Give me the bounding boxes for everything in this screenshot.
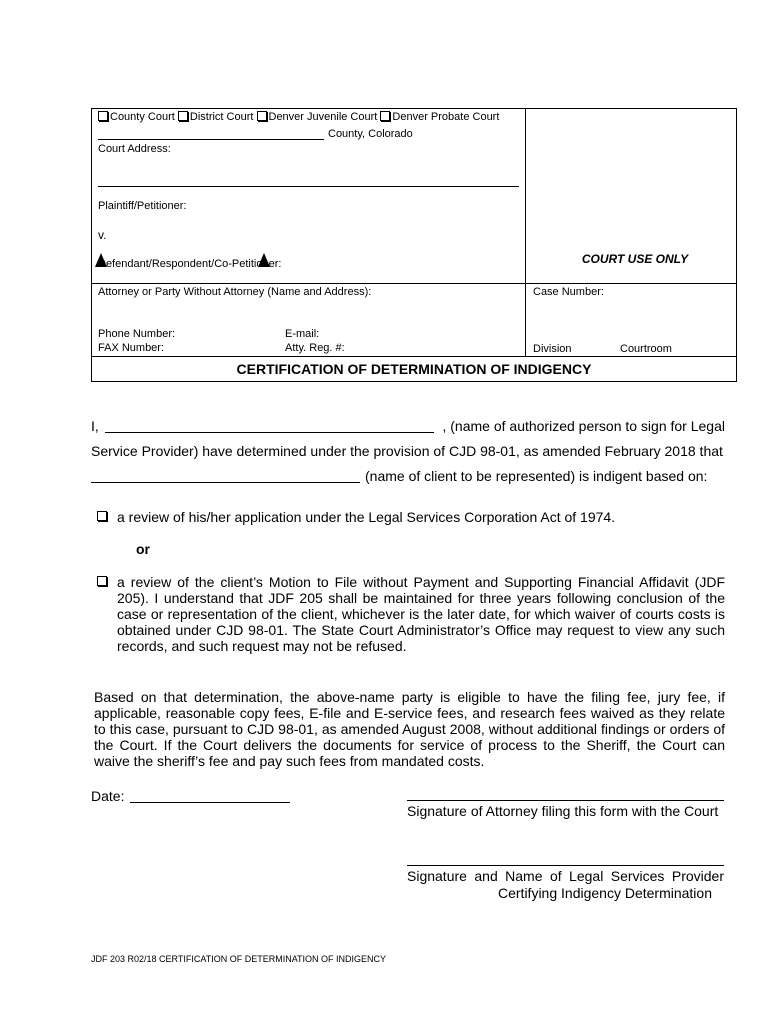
phone-label: Phone Number:	[98, 328, 176, 340]
arrow-up-right-icon	[258, 253, 270, 267]
line3-suffix: (name of client to be represented) is indigent based on:	[365, 468, 708, 484]
attorney-label: Attorney or Party Without Attorney (Name and Address):	[98, 286, 372, 298]
court-address-line[interactable]	[98, 186, 519, 187]
division-label: Division	[533, 343, 572, 355]
option2-text: a review of the client’s Motion to File without Payment and Supporting Financial Affidavit (JDF 205). I understand that JDF 205 shall be maintained for three years following conclusion of the case or representation of the client, whichever is the later date, for which waiver of courts costs is obtained under CJD 98-01. The State Court Administrator’s Office may request to view any such records, and such request may not be refused.	[117, 574, 725, 654]
denver-juvenile-court-checkbox[interactable]	[257, 111, 267, 121]
date-line[interactable]	[130, 802, 290, 803]
line1-suffix: , (name of authorized person to sign for Legal	[442, 418, 725, 434]
case-number-label: Case Number:	[533, 286, 604, 298]
date-label: Date:	[91, 788, 125, 804]
county-court-checkbox[interactable]	[98, 111, 108, 121]
county-name-line[interactable]	[98, 139, 324, 140]
email-label: E-mail:	[285, 328, 320, 340]
plaintiff-label: Plaintiff/Petitioner:	[98, 200, 187, 212]
attorney-signature-line[interactable]	[407, 800, 724, 801]
defendant-label: Defendant/Respondent/Co-Petitioner:	[98, 258, 282, 270]
fax-label: FAX Number:	[98, 342, 165, 354]
provider-signature-caption-1: Signature and Name of Legal Services Provider	[407, 868, 724, 884]
option2-checkbox[interactable]	[97, 576, 107, 586]
arrow-up-left-icon	[95, 253, 107, 267]
court-use-only: COURT USE ONLY	[581, 252, 689, 266]
caption-divider-horizontal-1	[91, 283, 737, 284]
form-title: CERTIFICATION OF DETERMINATION OF INDIGENCY	[236, 361, 592, 377]
option1-text: a review of his/her application under the Legal Services Corporation Act of 1974.	[117, 509, 616, 525]
determination-text: Based on that determination, the above-name party is eligible to have the filing fee, jury fee, if applicable, reasonable copy fees, E-file and E-service fees, and research fees waived as they relate to this case, pursuant to CJD 98-01, as amended August 2008, without additional findings or orders of the Court. If the Court delivers the documents for service of process to the Sheriff, the Court can waive the sheriff’s fee and pay such fees from mandated costs.	[94, 689, 725, 769]
provider-signature-line[interactable]	[407, 865, 724, 866]
caption-divider-vertical	[525, 108, 526, 357]
versus-label: v.	[98, 228, 107, 242]
court-address-label: Court Address:	[98, 143, 171, 155]
district-court-checkbox[interactable]	[178, 111, 188, 121]
denver-probate-court-label: Denver Probate Court	[392, 111, 500, 123]
denver-probate-court-checkbox[interactable]	[380, 111, 390, 121]
form-footer: JDF 203 R02/18 CERTIFICATION OF DETERMINATION OF INDIGENCY	[91, 954, 387, 964]
district-court-label: District Court	[189, 111, 254, 123]
caption-divider-horizontal-2	[91, 356, 737, 357]
atty-reg-label: Atty. Reg. #:	[285, 342, 345, 354]
denver-juvenile-court-label: Denver Juvenile Court	[268, 111, 378, 123]
courtroom-label: Courtroom	[620, 343, 672, 355]
provider-signature-caption-2: Certifying Indigency Determination	[498, 885, 712, 901]
attorney-signature-caption: Signature of Attorney filing this form with the Court	[407, 803, 719, 819]
county-suffix: County, Colorado	[328, 128, 413, 140]
county-court-label: County Court	[110, 111, 175, 123]
or-label: or	[136, 541, 150, 557]
body-line-2: Service Provider) have determined under the provision of CJD 98-01, as amended February 2018 that	[91, 443, 723, 459]
caption-box	[91, 108, 737, 382]
client-name-line[interactable]	[91, 482, 360, 483]
line1-prefix: I,	[91, 418, 99, 434]
authorized-person-name-line[interactable]	[105, 432, 434, 433]
option1-checkbox[interactable]	[97, 511, 107, 521]
court-checkbox-row	[98, 111, 499, 123]
